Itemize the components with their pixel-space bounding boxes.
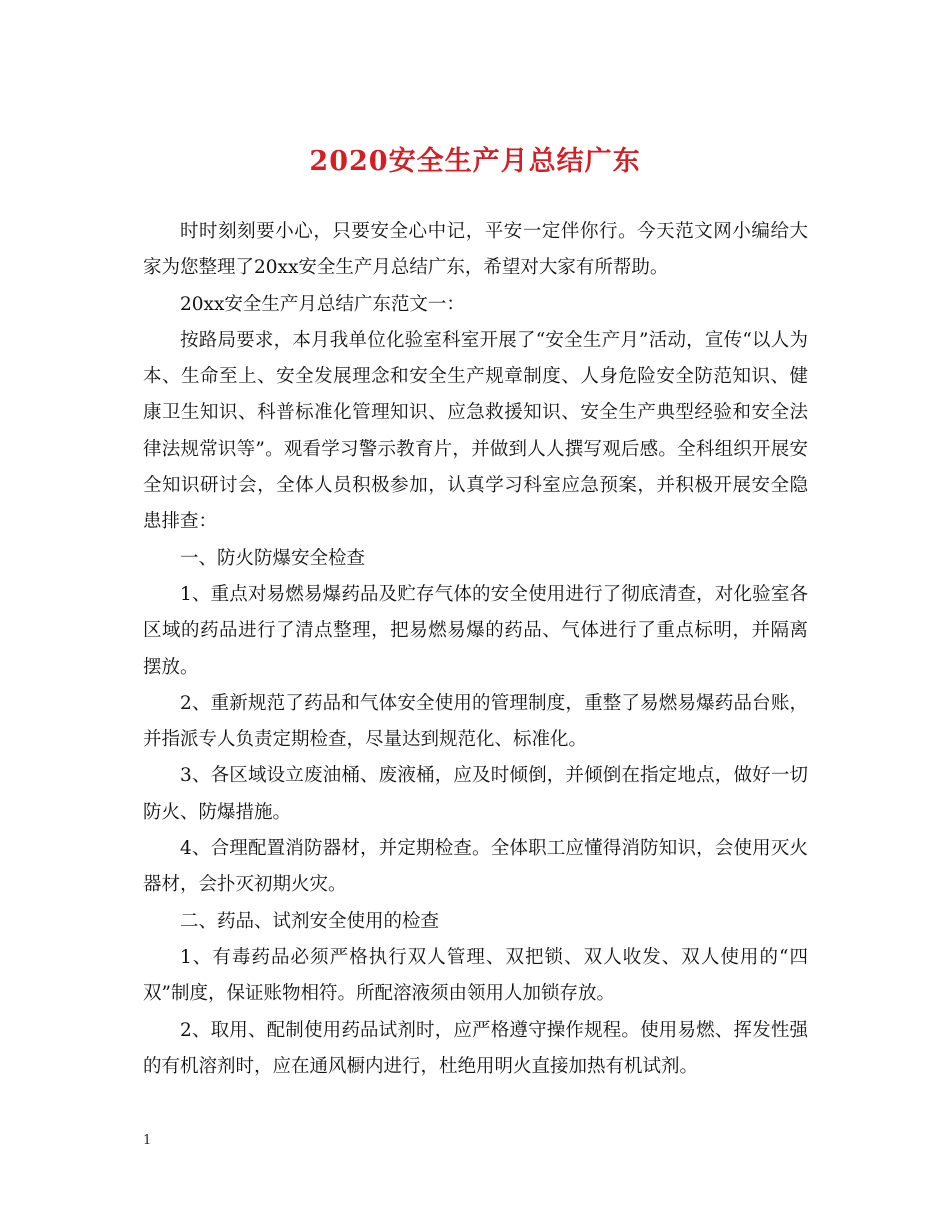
section-heading-fire-safety: 一、防火防爆安全检查 <box>180 547 366 569</box>
section-heading-reagent-safety: 二、药品、试剂安全使用的检查 <box>180 910 440 932</box>
paragraph-fire-item-2: 2、重新规范了药品和气体安全使用的管理制度，重整了易燃易爆药品台账，并指派专人负责定期检查，尽量达到规范化、标准化。 <box>143 692 808 751</box>
document-body <box>143 214 808 1085</box>
paragraph-intro: 时时刻刻要小心，只要安全心中记，平安一定伴你行。今天范文网小编给大家为您整理了20xx安全生产月总结广东，希望对大家有所帮助。 <box>143 221 808 279</box>
page-number: 1 <box>143 1133 152 1148</box>
paragraph-overview: 按路局要求，本月我单位化验室科室开展了“安全生产月”活动，宣传“以人为本、生命至上、安全发展理念和安全生产规章制度、人身危险安全防范知识、健康卫生知识、科普标准化管理知识、应急救援知识、安全生产典型经验和安全法律法规常识等”。观看学习警示教育片，并做到人人撰写观后感。全科组织开展安全知识研讨会，全体人员积极参加，认真学习科室应急预案，并积极开展安全隐患排查： <box>143 329 808 533</box>
document-title: 2020安全生产月总结广东 <box>309 146 641 177</box>
paragraph-reagent-item-1: 1、有毒药品必须严格执行双人管理、双把锁、双人收发、双人使用的“四双”制度，保证账物相符。所配溶液须由领用人加锁存放。 <box>143 946 808 1005</box>
paragraph-fire-item-3: 3、各区域设立废油桶、废液桶，应及时倾倒，并倾倒在指定地点，做好一切防火、防爆措施。 <box>143 765 808 823</box>
paragraph-fire-item-1: 1、重点对易燃易爆药品及贮存气体的安全使用进行了彻底清查，对化验室各区域的药品进行了清点整理，把易燃易爆的药品、气体进行了重点标明，并隔离摆放。 <box>143 583 808 678</box>
paragraph-reagent-item-2: 2、取用、配制使用药品试剂时，应严格遵守操作规程。使用易燃、挥发性强的有机溶剂时，应在通风橱内进行，杜绝用明火直接加热有机试剂。 <box>143 1019 808 1077</box>
paragraph-fire-item-4: 4、合理配置消防器材，并定期检查。全体职工应懂得消防知识，会使用灭火器材，会扑灭初期火灾。 <box>143 838 808 896</box>
paragraph-sample-heading: 20xx安全生产月总结广东范文一： <box>180 293 465 315</box>
